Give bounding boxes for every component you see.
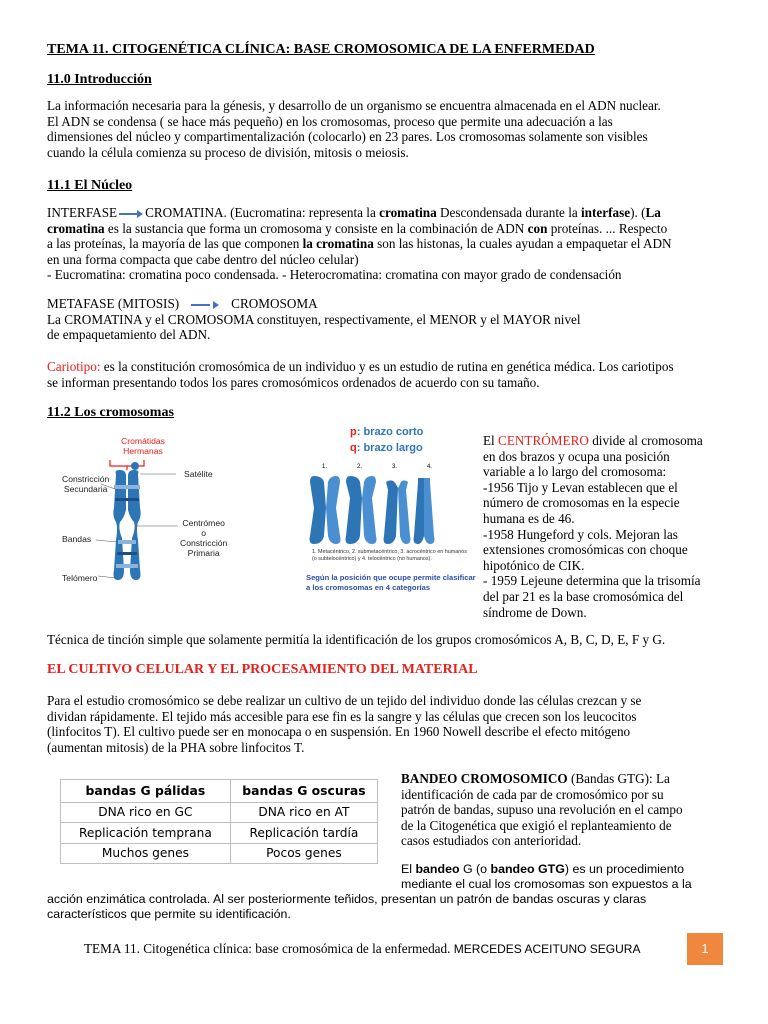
text-line: dividan rápidamente. El tejido más accesible para ese fin es la sangre y las células que crecen son los leucocitos: [47, 708, 637, 724]
table-row: [61, 843, 378, 864]
text-fragment: a las proteínas, la mayoría de las que componen: [47, 236, 303, 252]
text-line: variable a lo largo del cromosoma:: [483, 464, 667, 480]
text-line: Para el estudio cromosómico se debe realizar un cultivo de un tejido del individuo donde las células crezcan y se: [47, 693, 642, 708]
text-line: patrón de bandas, supuso una revolución en el campo: [401, 802, 683, 818]
text-fragment: es la sustancia que forma un cromosoma y consiste en la combinación de ADN: [104, 220, 528, 236]
text-fragment: La: [645, 205, 661, 220]
text-line: La CROMATINA y el CROMOSOMA constituyen, respectivamente, el MENOR y el MAYOR nivel: [47, 311, 581, 327]
bandeo-g-paragraph: [401, 862, 761, 892]
section-heading-cultivo: EL CULTIVO CELULAR Y EL PROCESAMIENTO DEL MATERIAL: [47, 662, 478, 677]
figure-label: [121, 436, 165, 456]
text-line: cuando la célula comienza su proceso de división, mitosis o meiosis.: [47, 144, 409, 160]
arm-legend: [350, 424, 423, 456]
figure-label: [180, 518, 227, 558]
centromero-term: CENTRÓMERO: [498, 433, 589, 448]
legend-p: [350, 424, 423, 440]
bandas-table: [60, 779, 378, 864]
text-fragment: con: [527, 220, 548, 236]
section-heading-cromosomas: 11.2 Los cromosomas: [47, 405, 174, 420]
page-number: 1: [687, 933, 723, 965]
text-line: [47, 236, 747, 252]
cariotipo-paragraph: [47, 359, 747, 390]
text-line: (linfocitos T). El cultivo puede ser en monocapa o en suspensión. En 1960 Nowell describe el efecto mitógeno: [47, 724, 631, 740]
text-fragment: El: [483, 433, 499, 448]
text-line: mediante el cual los cromosomas son expuestos a la: [401, 877, 692, 892]
text-line: síndrome de Down.: [483, 604, 587, 620]
text-line: El ADN se condensa ( se hace más pequeño) en los cromosomas, proceso que permite una adecuación a las: [47, 113, 613, 129]
text-fragment: CROMOSOMA: [231, 296, 318, 311]
text-fragment: El: [401, 862, 416, 876]
arrow-right-icon: [191, 301, 219, 309]
caption-line: (o subtelocéntrico) y 4. telocéntrico (no humanos).: [312, 556, 432, 562]
type-number: 4.: [426, 464, 432, 470]
text-fragment: bandeo: [415, 862, 460, 876]
text-line: identificación de cada par de cromosómico por su: [401, 786, 664, 802]
text-fragment: son las histonas, la cuales ayudan a empaquetar el ADN: [373, 236, 672, 252]
footer-text: [84, 941, 640, 957]
text-fragment: ). (: [630, 205, 646, 220]
text-fragment: METAFASE (MITOSIS): [47, 296, 180, 311]
table-row: [61, 802, 378, 823]
label-text: Hermanas: [123, 446, 163, 456]
page-title: TEMA 11. CITOGENÉTICA CLÍNICA: BASE CROMOSOMICA DE LA ENFERMEDAD: [47, 42, 595, 57]
legend-letter: p: [350, 426, 357, 438]
text-fragment: INTERFASE: [47, 205, 118, 220]
label-text: Cromátidas: [121, 436, 165, 446]
text-line: acción enzimática controlada. Al ser posteriormente teñidos, presentan un patrón de bandas oscuras y claras: [47, 892, 647, 906]
text-line: de la Citogenética que exigió el replanteamiento de: [401, 817, 672, 833]
cromatidas-bracket: [110, 460, 144, 466]
text-line: (aumentan mitosis) de la PHA sobre linfocitos T.: [47, 739, 305, 755]
text-fragment: cromatina: [379, 205, 437, 220]
legend-text: : brazo corto: [356, 426, 424, 438]
text-line: -1958 Hungeford y cols. Mejoran las: [483, 526, 678, 542]
chromosome-icon: [384, 480, 399, 544]
label-text: o: [201, 528, 207, 538]
centromero-paragraph: [483, 433, 753, 620]
text-line: [47, 205, 747, 221]
text-line: se informan presentando todos los pares cromosómicos ordenados de acuerdo con su tamaño.: [47, 374, 540, 390]
text-fragment: ) es un procedimiento: [564, 862, 685, 876]
chromosome-icon: [346, 476, 363, 544]
figure-label: [62, 474, 109, 494]
table-cell: DNA rico en AT: [230, 802, 377, 823]
legend-q: [350, 440, 423, 456]
text-line: extensiones cromosómicas con choque: [483, 542, 688, 558]
figure-label: Telómero: [62, 573, 98, 583]
bandeo-term: BANDEO CROMOSOMICO: [401, 771, 568, 786]
nucleo-paragraph: [47, 205, 747, 283]
text-line: humana es de 46.: [483, 510, 575, 526]
table-cell: Pocos genes: [230, 843, 377, 864]
text-fragment: interfase: [581, 205, 631, 220]
chromosome-icon: [113, 462, 140, 580]
table-cell: Muchos genes: [61, 843, 231, 864]
text-line: en dos brazos y ocupa una posición: [483, 448, 670, 464]
type-numbers: [322, 464, 432, 470]
types-blue-caption: [306, 573, 476, 593]
types-caption: [312, 549, 467, 563]
table-cell: Replicación tardía: [230, 823, 377, 844]
label-text: Constricción: [62, 474, 110, 484]
text-line: [483, 433, 753, 449]
legend-letter: q: [350, 442, 357, 454]
column-header: bandas G pálidas: [61, 780, 231, 803]
text-fragment: Descondensada durante la: [436, 205, 582, 220]
text-line: dimensiones del núcleo y compartimentalización (colocarlo) en 23 pares. Los cromosomas solamente son visibles: [47, 129, 648, 145]
label-text: Secundaria: [63, 484, 108, 494]
table-header-row: [61, 780, 378, 803]
type-number: 2.: [356, 464, 362, 470]
text-fragment: la cromatina: [302, 236, 374, 252]
chromosome-icon: [310, 476, 327, 544]
table-row: [61, 823, 378, 844]
table-cell: DNA rico en GC: [61, 802, 231, 823]
chromosome-icon: [414, 478, 425, 544]
cariotipo-term: Cariotipo:: [47, 359, 101, 374]
text-line: en una forma compacta que cabe dentro del núcleo celular): [47, 251, 359, 267]
caption-line: Según la posición que ocupe permite clasificar: [306, 573, 476, 582]
text-fragment: proteínas. ... Respecto: [547, 220, 668, 236]
figure-label: Satélite: [184, 469, 213, 479]
column-header: bandas G oscuras: [230, 780, 377, 803]
type-number: 3.: [391, 464, 397, 470]
text-line: [47, 296, 747, 312]
intro-paragraph: [47, 98, 661, 160]
arrow-right-icon: [119, 210, 143, 218]
text-line: [47, 359, 747, 375]
text-line: [47, 221, 747, 237]
type-number: 1.: [322, 464, 328, 470]
caption-line: a los cromosomas en 4 categorías: [306, 583, 431, 592]
section-heading-nucleo: 11.1 El Núcleo: [47, 178, 133, 193]
text-line: número de cromosomas en la especie: [483, 495, 680, 511]
text-line: [401, 862, 761, 877]
text-fragment: CROMATINA. (Eucromatina: representa la: [145, 205, 380, 220]
table-cell: Replicación temprana: [61, 823, 231, 844]
text-line: [401, 771, 761, 787]
text-line: - 1959 Lejeune determina que la trisomía: [483, 573, 701, 589]
bandeo-g-continuation: [47, 892, 757, 922]
text-fragment: (Bandas GTG): La: [567, 771, 670, 786]
text-line: casos estudiados con anterioridad.: [401, 833, 582, 849]
text-line: -1956 Tijo y Levan establecen que el: [483, 479, 678, 495]
metafase-paragraph: [47, 296, 747, 343]
figure-label: Bandas: [62, 534, 92, 544]
footer-title: TEMA 11. Citogenética clínica: base cromosómica de la enfermedad.: [84, 941, 451, 956]
legend-text: : brazo largo: [356, 442, 423, 454]
tecnica-line: Técnica de tinción simple que solamente permitía la identificación de los grupos cromosómicos A, B, C, D, E, F y G.: [47, 632, 666, 647]
text-fragment: cromatina: [47, 220, 105, 236]
label-text: Centrómeo: [182, 518, 225, 528]
text-line: hipotónico de CIK.: [483, 557, 585, 573]
cultivo-paragraph: [47, 693, 757, 755]
text-fragment: bandeo GTG: [490, 862, 565, 876]
text-fragment: G (o: [459, 862, 491, 876]
text-line: de empaquetamiento del ADN.: [47, 327, 211, 343]
label-text: Primaria: [187, 548, 220, 558]
text-fragment: es la constitución cromosómica de un individuo y es un estudio de rutina en genética médica. Los cariotipos: [100, 359, 674, 374]
bandeo-paragraph: [401, 771, 761, 849]
text-line: - Eucromatina: cromatina poco condensada. - Heterocromatina: cromatina con mayor grado de condensación: [47, 267, 622, 283]
chromosome-types-figure: [306, 474, 436, 546]
footer-author: MERCEDES ACEITUNO SEGURA: [450, 942, 641, 956]
label-text: Constricción: [180, 538, 228, 548]
text-line: característicos que permite su identificación.: [47, 907, 291, 922]
text-line: La información necesaria para la génesis, y desarrollo de un organismo se encuentra almacenada en el ADN nuclear.: [47, 98, 661, 113]
text-fragment: divide al cromosoma: [588, 433, 703, 448]
section-heading-intro: 11.0 Introducción: [47, 72, 152, 87]
text-line: del par 21 es la base cromosómica del: [483, 588, 684, 604]
caption-line: 1. Metacéntrico, 2. submetacéntrico, 3. acrocéntrico en humanos: [312, 549, 467, 555]
